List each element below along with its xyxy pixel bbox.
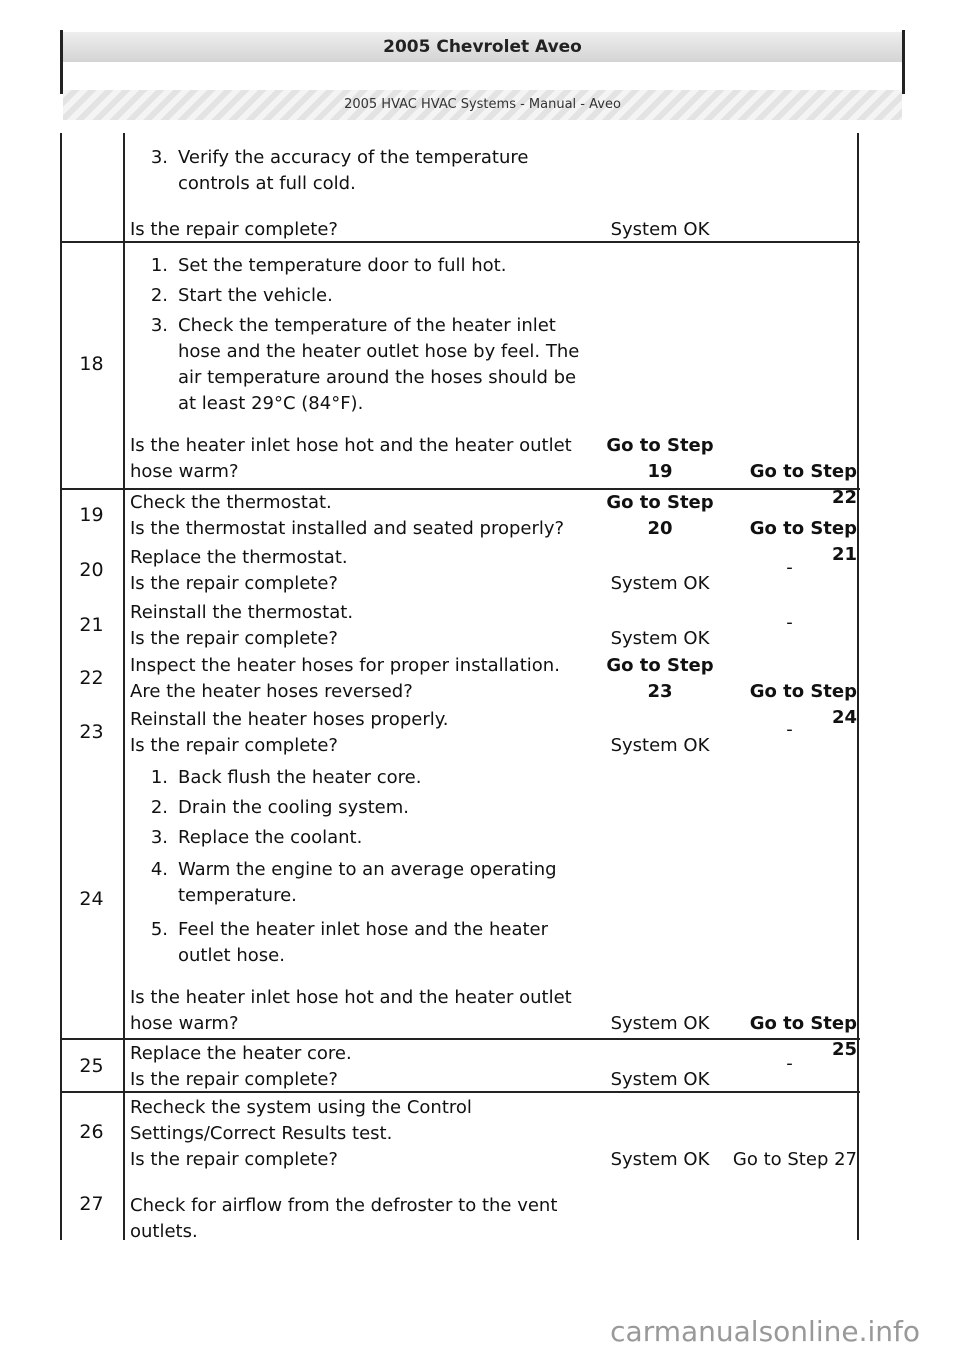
step-question: Is the repair complete? [130, 1069, 338, 1090]
yes-result: System OK [610, 1069, 710, 1090]
no-result: Go to Step 27 [732, 1149, 857, 1170]
yes-result: Go to Step 23 [606, 655, 714, 702]
substep-text: Back flush the heater core. [178, 767, 422, 788]
table-row [60, 707, 860, 759]
document-subtitle: 2005 HVAC HVAC Systems - Manual - Aveo [63, 90, 902, 120]
substep-number: 1. [150, 255, 168, 276]
step-action: Check the thermostat. [130, 492, 332, 513]
step-question: Is the repair complete? [130, 735, 338, 756]
yes-result: System OK [610, 735, 710, 756]
step-number: 22 [79, 667, 104, 689]
table-row [60, 133, 860, 241]
substep-text: Replace the coolant. [178, 827, 363, 848]
no-result: - [786, 557, 793, 578]
step-number: 19 [79, 504, 104, 526]
step-number: 23 [79, 721, 104, 743]
substep-text: Feel the heater inlet hose and the heater outlet hose. [178, 919, 549, 966]
substep-text: Warm the engine to an average operating temperature. [178, 859, 557, 906]
substep-number: 5. [150, 919, 168, 940]
step-number: 26 [79, 1121, 104, 1143]
step-question: Is the heater inlet hose hot and the heater outlet hose warm? [130, 987, 572, 1034]
substep-text: Check the temperature of the heater inlet hose and the heater outlet hose by feel. The air temperature around the hoses should be at least 29°C (84°F). [178, 315, 580, 414]
step-action: Reinstall the thermostat. [130, 602, 354, 623]
yes-result: System OK [610, 628, 710, 649]
table-row [60, 1041, 860, 1091]
yes-result: System OK [610, 573, 710, 594]
step-question: Is the repair complete? [130, 573, 338, 594]
yes-result: Go to Step 20 [606, 492, 714, 539]
step-question: Is the repair complete? [130, 1149, 338, 1170]
step-question: Is the heater inlet hose hot and the heater outlet hose warm? [130, 435, 572, 482]
step-question: Are the heater hoses reversed? [130, 681, 413, 702]
step-number: 27 [79, 1193, 104, 1215]
diagnostic-table [60, 133, 860, 1240]
document-title: 2005 Chevrolet Aveo [63, 32, 902, 62]
no-result: Go to Step 21 [749, 518, 857, 565]
table-row [60, 545, 860, 597]
table-row [60, 1193, 860, 1240]
yes-result: System OK [610, 219, 710, 240]
substep-number: 2. [150, 285, 168, 306]
substep-text: Drain the cooling system. [178, 797, 409, 818]
step-question: Is the thermostat installed and seated properly? [130, 518, 565, 539]
table-row [60, 600, 860, 652]
no-result: Go to Step 22 [749, 461, 857, 508]
no-result: - [786, 719, 793, 740]
substep-number: 1. [150, 767, 168, 788]
step-question: Is the repair complete? [130, 628, 338, 649]
no-result: Go to Step 24 [749, 681, 857, 728]
table-row [60, 1095, 860, 1185]
no-result: - [786, 1053, 793, 1074]
substep-text: Start the vehicle. [178, 285, 333, 306]
step-action: Reinstall the heater hoses properly. [130, 709, 449, 730]
no-result: Go to Step 25 [749, 1013, 857, 1060]
yes-result: System OK [610, 1013, 710, 1034]
yes-result: System OK [610, 1149, 710, 1170]
substep-number: 4. [150, 859, 168, 880]
procedure-substep [130, 145, 600, 201]
watermark-text: carmanualsonline.info [610, 1315, 920, 1348]
step-number: 24 [79, 888, 104, 910]
step-action: Recheck the system using the Control Settings/Correct Results test. [130, 1097, 472, 1144]
substep-number: 3. [150, 147, 168, 168]
substep-text: Set the temperature door to full hot. [178, 255, 507, 276]
step-action: Replace the heater core. [130, 1043, 352, 1064]
substep-text: Verify the accuracy of the temperature controls at full cold. [178, 147, 529, 194]
step-number: 18 [79, 353, 104, 375]
step-number: 25 [79, 1055, 104, 1077]
no-result: - [786, 612, 793, 633]
document-header [60, 30, 905, 112]
substep-number: 3. [150, 315, 168, 336]
yes-result: Go to Step 19 [606, 435, 714, 482]
step-number: 20 [79, 559, 104, 581]
substep-number: 2. [150, 797, 168, 818]
step-action: Replace the thermostat. [130, 547, 348, 568]
step-number: 21 [79, 614, 104, 636]
step-action: Inspect the heater hoses for proper installation. [130, 655, 560, 676]
step-question: Is the repair complete? [130, 219, 338, 240]
step-action: Check for airflow from the defroster to the vent outlets. [130, 1195, 558, 1242]
substep-number: 3. [150, 827, 168, 848]
